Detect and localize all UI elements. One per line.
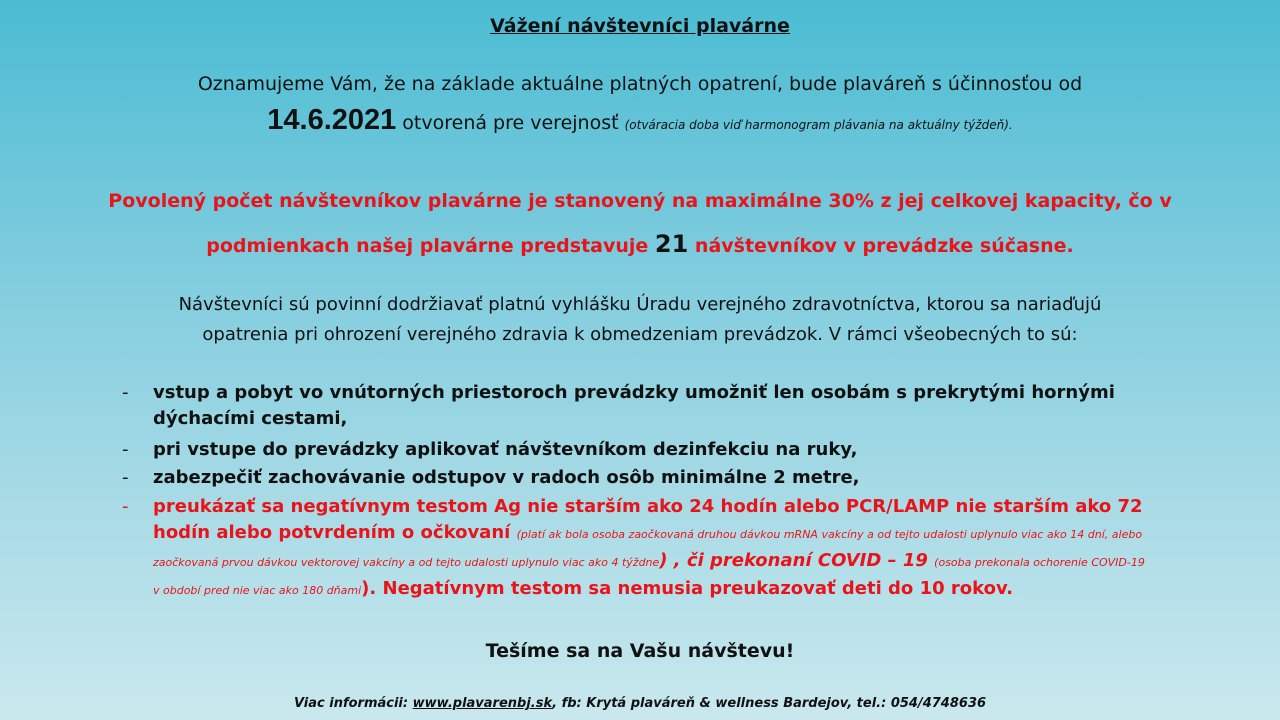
bullet-dash: - — [122, 467, 129, 488]
bullet-dash: - — [122, 439, 129, 460]
covid-recovery-text: ) , či prekonaní COVID – 19 — [659, 550, 935, 571]
recovery-note: (osoba prekonala ochorenie COVID-19 v období pred nie viac ako 180 dňami — [153, 556, 1145, 597]
rule-text: vstup a pobyt vo vnútorných priestoroch prevádzky umožniť len osobám s prekrytými hornými dýchacími cestami, — [153, 382, 1115, 429]
opening-text: otvorená pre verejnosť — [396, 112, 625, 134]
rule-text: pri vstupe do prevádzky aplikovať návštevníkom dezinfekciu na ruky, — [153, 439, 858, 460]
closing-text: Tešíme sa na Vašu návštevu! — [485, 640, 795, 662]
rules-intro-line-2: opatrenia pri ohrození verejného zdravia k obmedzeniam prevádzok. V rámci všeobecných to sú: — [202, 324, 1078, 345]
website-link[interactable]: www.plavarenbj.sk — [412, 696, 553, 711]
bullet-dash: - — [122, 496, 129, 517]
footer-label: Viac informácii: — [293, 696, 413, 711]
rule-text: zabezpečiť zachovávanie odstupov v radoch osôb minimálne 2 metre, — [153, 467, 860, 488]
footer-contact — [0, 696, 1280, 711]
capacity-text-end: návštevníkov v prevádzke súčasne. — [688, 235, 1074, 257]
page-title: Vážení návštevníci plavárne — [490, 15, 790, 37]
rules-intro-line: Návštevníci sú povinní dodržiavať platnú vyhlášku Úradu verejného zdravotníctva, ktorou sa nariaďujú — [178, 294, 1102, 315]
bullet-dash: - — [122, 382, 129, 403]
rule-text — [153, 494, 1153, 604]
vaccination-note: (platí ak bola osoba zaočkovaná druhou dávkou mRNA vakcíny a od tejto udalosti uplynulo viac ako 14 dní, alebo zaočkovaná prvou dávkou vektorovej vakcíny a od tejto udalosti uplynulo viac ako 4 týždne — [153, 528, 1143, 569]
capacity-line-2 — [0, 230, 1280, 258]
intro-date-line — [0, 104, 1280, 137]
opening-hours-note: (otváracia doba viď harmonogram plávania na aktuálny týždeň). — [624, 118, 1013, 132]
visitor-count: 21 — [654, 230, 689, 258]
capacity-text: podmienkach našej plavárne predstavuje — [206, 235, 655, 257]
intro-line: Oznamujeme Vám, že na základe aktuálne platných opatrení, bude plaváreň s účinnosťou od — [197, 73, 1083, 95]
test-requirement: preukázať sa negatívnym testom Ag nie starším ako 24 hodín alebo PCR/LAMP nie starším ako 72 hodín alebo potvrdením o očkovaní — [153, 496, 1143, 543]
footer-contacts: , fb: Krytá plaváreň & wellness Bardejov, tel.: 054/4748636 — [552, 696, 987, 711]
children-exemption: ). Negatívnym testom sa nemusia preukazovať deti do 10 rokov. — [361, 578, 1014, 599]
opening-date: 14.6.2021 — [267, 104, 397, 136]
capacity-line: Povolený počet návštevníkov plavárne je stanovený na maximálne 30% z jej celkovej kapacity, čo v — [108, 190, 1172, 212]
